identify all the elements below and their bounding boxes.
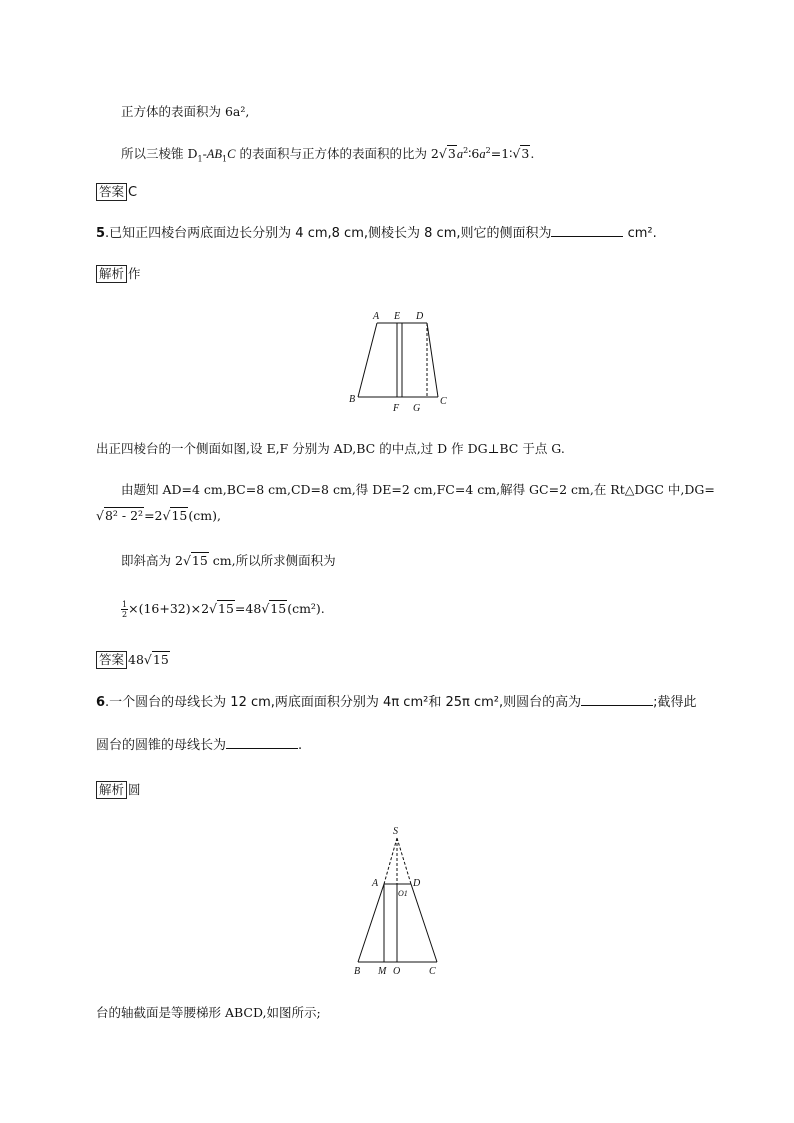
text-line: 出正四棱台的一个侧面如图,设 E,F 分别为 AD,BC 的中点,过 D 作 DG⊥BC 于点 G.: [96, 441, 565, 456]
analysis-tag: 解析: [96, 265, 127, 283]
text-line: $\frac{1}{2}$ ×(16+32)×2√15=48√15(cm²).: [122, 600, 325, 619]
point-label: A: [372, 878, 379, 889]
trapezoid-figure: [340, 305, 460, 415]
point-label: A: [373, 311, 380, 322]
point-label: B: [354, 966, 361, 977]
text-line: 所以三棱锥 $D_1-AB_1C$ 的表面积与正方体的表面积的比为 $2√3a^2∶6a^2=1∶√3$.: [121, 146, 535, 164]
point-label: E: [394, 311, 401, 322]
analysis-row: 解析 圆: [96, 781, 141, 799]
answer-tag: 答案: [96, 651, 127, 669]
point-label: B: [349, 394, 356, 405]
answer-blank[interactable]: [581, 693, 653, 706]
text-line: √8² - 2²=2√15(cm),: [96, 508, 221, 523]
answer-blank[interactable]: [551, 224, 623, 237]
question-6-cont: 圆台的圆锥的母线长为 .: [96, 738, 303, 753]
surface-area-cube: 正方体的表面积为 6a²,: [121, 104, 250, 119]
sqrt-expr: √3: [438, 146, 456, 162]
text-line: 即斜高为 2√15 cm,所以所求侧面积为: [121, 553, 336, 568]
answer-value: C: [128, 185, 138, 200]
point-label: M: [378, 966, 387, 977]
point-label: O: [393, 966, 401, 977]
frustum-figure: [345, 822, 455, 982]
answer-blank[interactable]: [226, 736, 298, 749]
question-5: 5.已知正四棱台两底面边长分别为 4 cm,8 cm,侧棱长为 8 cm,则它的侧面积为 cm².: [96, 226, 657, 241]
text-line: 由题知 AD=4 cm,BC=8 cm,CD=8 cm,得 DE=2 cm,FC=4 cm,解得 GC=2 cm,在 Rt△DGC 中,DG=: [121, 482, 715, 497]
point-label: S: [393, 826, 398, 837]
point-label: C: [440, 396, 447, 407]
answer-row: 答案 48√15: [96, 651, 170, 669]
point-label: O1: [398, 889, 408, 898]
point-label: G: [413, 403, 421, 414]
question-6: 6.一个圆台的母线长为 12 cm,两底面面积分别为 4π cm²和 25π cm²,则圆台的高为 ;截得此: [96, 695, 697, 710]
answer-row: [96, 183, 137, 202]
analysis-row: 解析 作: [96, 265, 141, 283]
point-label: F: [393, 403, 400, 414]
point-label: D: [416, 311, 424, 322]
text-line: 台的轴截面是等腰梯形 ABCD,如图所示;: [96, 1005, 321, 1020]
analysis-tag: 解析: [96, 781, 127, 799]
text-line: [121, 103, 249, 121]
answer-tag: 答案: [96, 183, 127, 201]
fraction: $\frac{1}{2}$: [122, 600, 128, 619]
point-label: D: [413, 878, 421, 889]
point-label: C: [429, 966, 436, 977]
